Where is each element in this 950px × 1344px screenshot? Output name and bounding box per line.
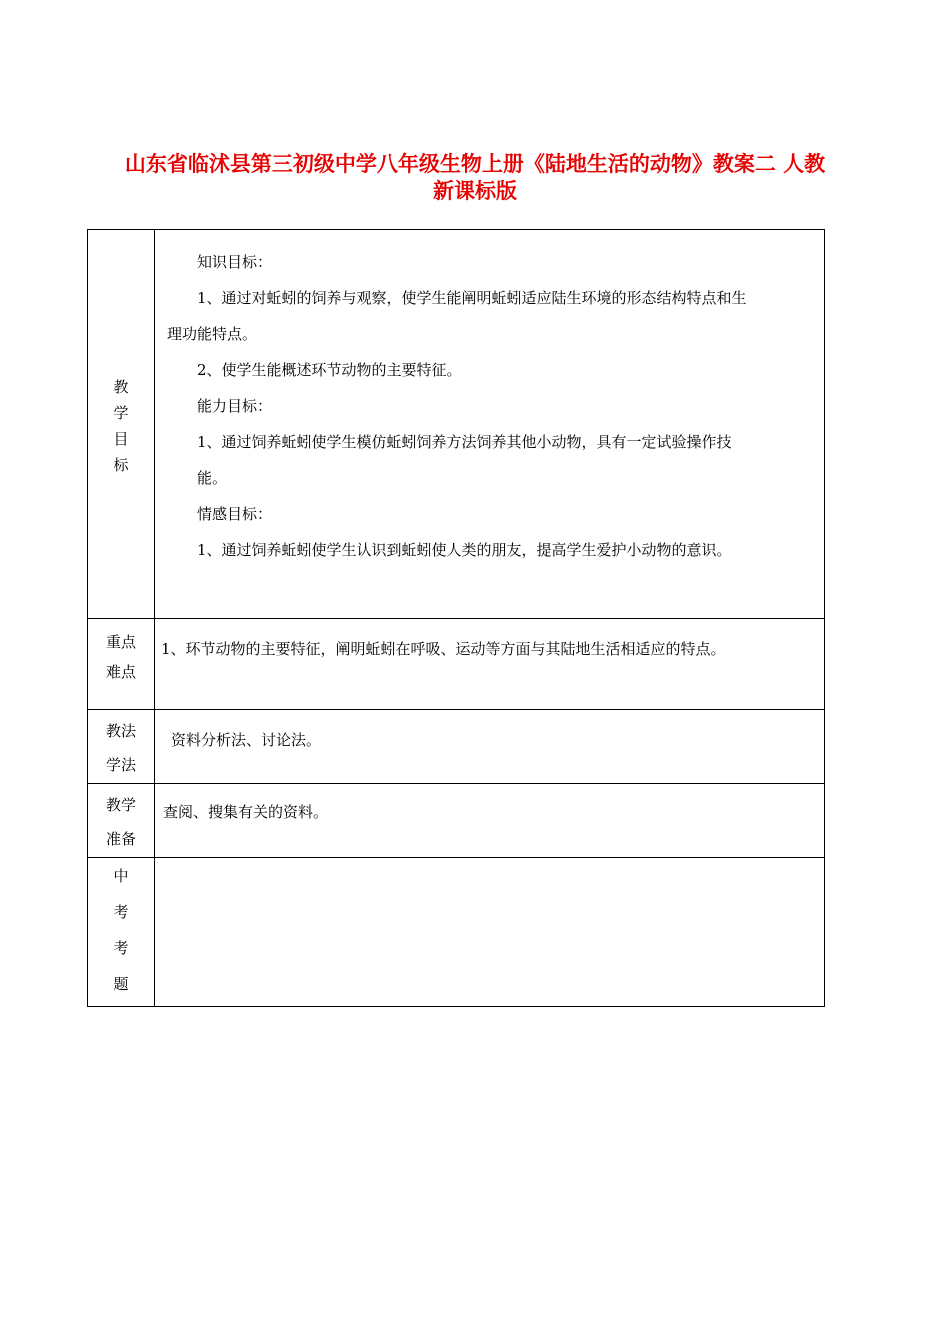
emotion-heading: 情感目标： bbox=[197, 505, 273, 523]
preparation-text: 查阅、搜集有关的资料。 bbox=[163, 803, 329, 821]
label-line: 教法 bbox=[105, 722, 136, 740]
row-exam-questions bbox=[88, 858, 825, 1007]
label-char: 标 bbox=[113, 456, 129, 474]
label-char: 考 bbox=[113, 939, 129, 957]
label-line: 学法 bbox=[105, 756, 136, 774]
knowledge-item-1-cont: 理功能特点。 bbox=[167, 325, 258, 343]
row-teaching-goals bbox=[88, 230, 825, 619]
knowledge-item-2: 2、使学生能概述环节动物的主要特征。 bbox=[197, 361, 462, 379]
title-line-1: 山东省临沭县第三初级中学八年级生物上册《陆地生活的动物》教案二 人教 bbox=[124, 151, 826, 176]
exam-questions-content bbox=[155, 858, 825, 1007]
label-preparation bbox=[88, 784, 155, 858]
label-char: 题 bbox=[113, 975, 129, 993]
label-methods bbox=[88, 710, 155, 784]
ability-item-1: 1、通过饲养蚯蚓使学生模仿蚯蚓饲养方法饲养其他小动物，具有一定试验操作技 bbox=[197, 433, 732, 451]
label-line: 难点 bbox=[105, 663, 136, 681]
label-key-points bbox=[88, 619, 155, 710]
title-line-2: 新课标版 bbox=[433, 178, 517, 203]
methods-text: 资料分析法、讨论法。 bbox=[171, 731, 322, 749]
label-char: 中 bbox=[113, 867, 129, 885]
teaching-goals-content bbox=[155, 230, 825, 619]
label-line: 准备 bbox=[105, 830, 136, 848]
label-char: 学 bbox=[113, 404, 129, 422]
knowledge-heading: 知识目标： bbox=[197, 253, 273, 271]
label-exam-questions bbox=[88, 858, 155, 1007]
row-preparation bbox=[88, 784, 825, 858]
document-title bbox=[80, 150, 870, 204]
key-points-content bbox=[155, 619, 825, 710]
ability-item-1-cont: 能。 bbox=[197, 469, 228, 487]
label-char: 考 bbox=[113, 903, 129, 921]
label-teaching-goals bbox=[88, 230, 155, 619]
knowledge-item-1: 1、通过对蚯蚓的饲养与观察，使学生能阐明蚯蚓适应陆生环境的形态结构特点和生 bbox=[197, 289, 747, 307]
ability-heading: 能力目标： bbox=[197, 397, 273, 415]
label-line: 重点 bbox=[105, 633, 136, 651]
preparation-content bbox=[155, 784, 825, 858]
exam-questions-text bbox=[155, 858, 824, 868]
methods-content bbox=[155, 710, 825, 784]
row-key-points bbox=[88, 619, 825, 710]
label-char: 目 bbox=[113, 430, 129, 448]
label-line: 教学 bbox=[105, 796, 136, 814]
row-methods bbox=[88, 710, 825, 784]
emotion-item-1: 1、通过饲养蚯蚓使学生认识到蚯蚓使人类的朋友，提高学生爱护小动物的意识。 bbox=[197, 541, 732, 559]
lesson-plan-table bbox=[87, 229, 825, 1007]
label-char: 教 bbox=[113, 378, 129, 396]
key-points-text: 1、环节动物的主要特征，阐明蚯蚓在呼吸、运动等方面与其陆地生活相适应的特点。 bbox=[161, 640, 726, 658]
